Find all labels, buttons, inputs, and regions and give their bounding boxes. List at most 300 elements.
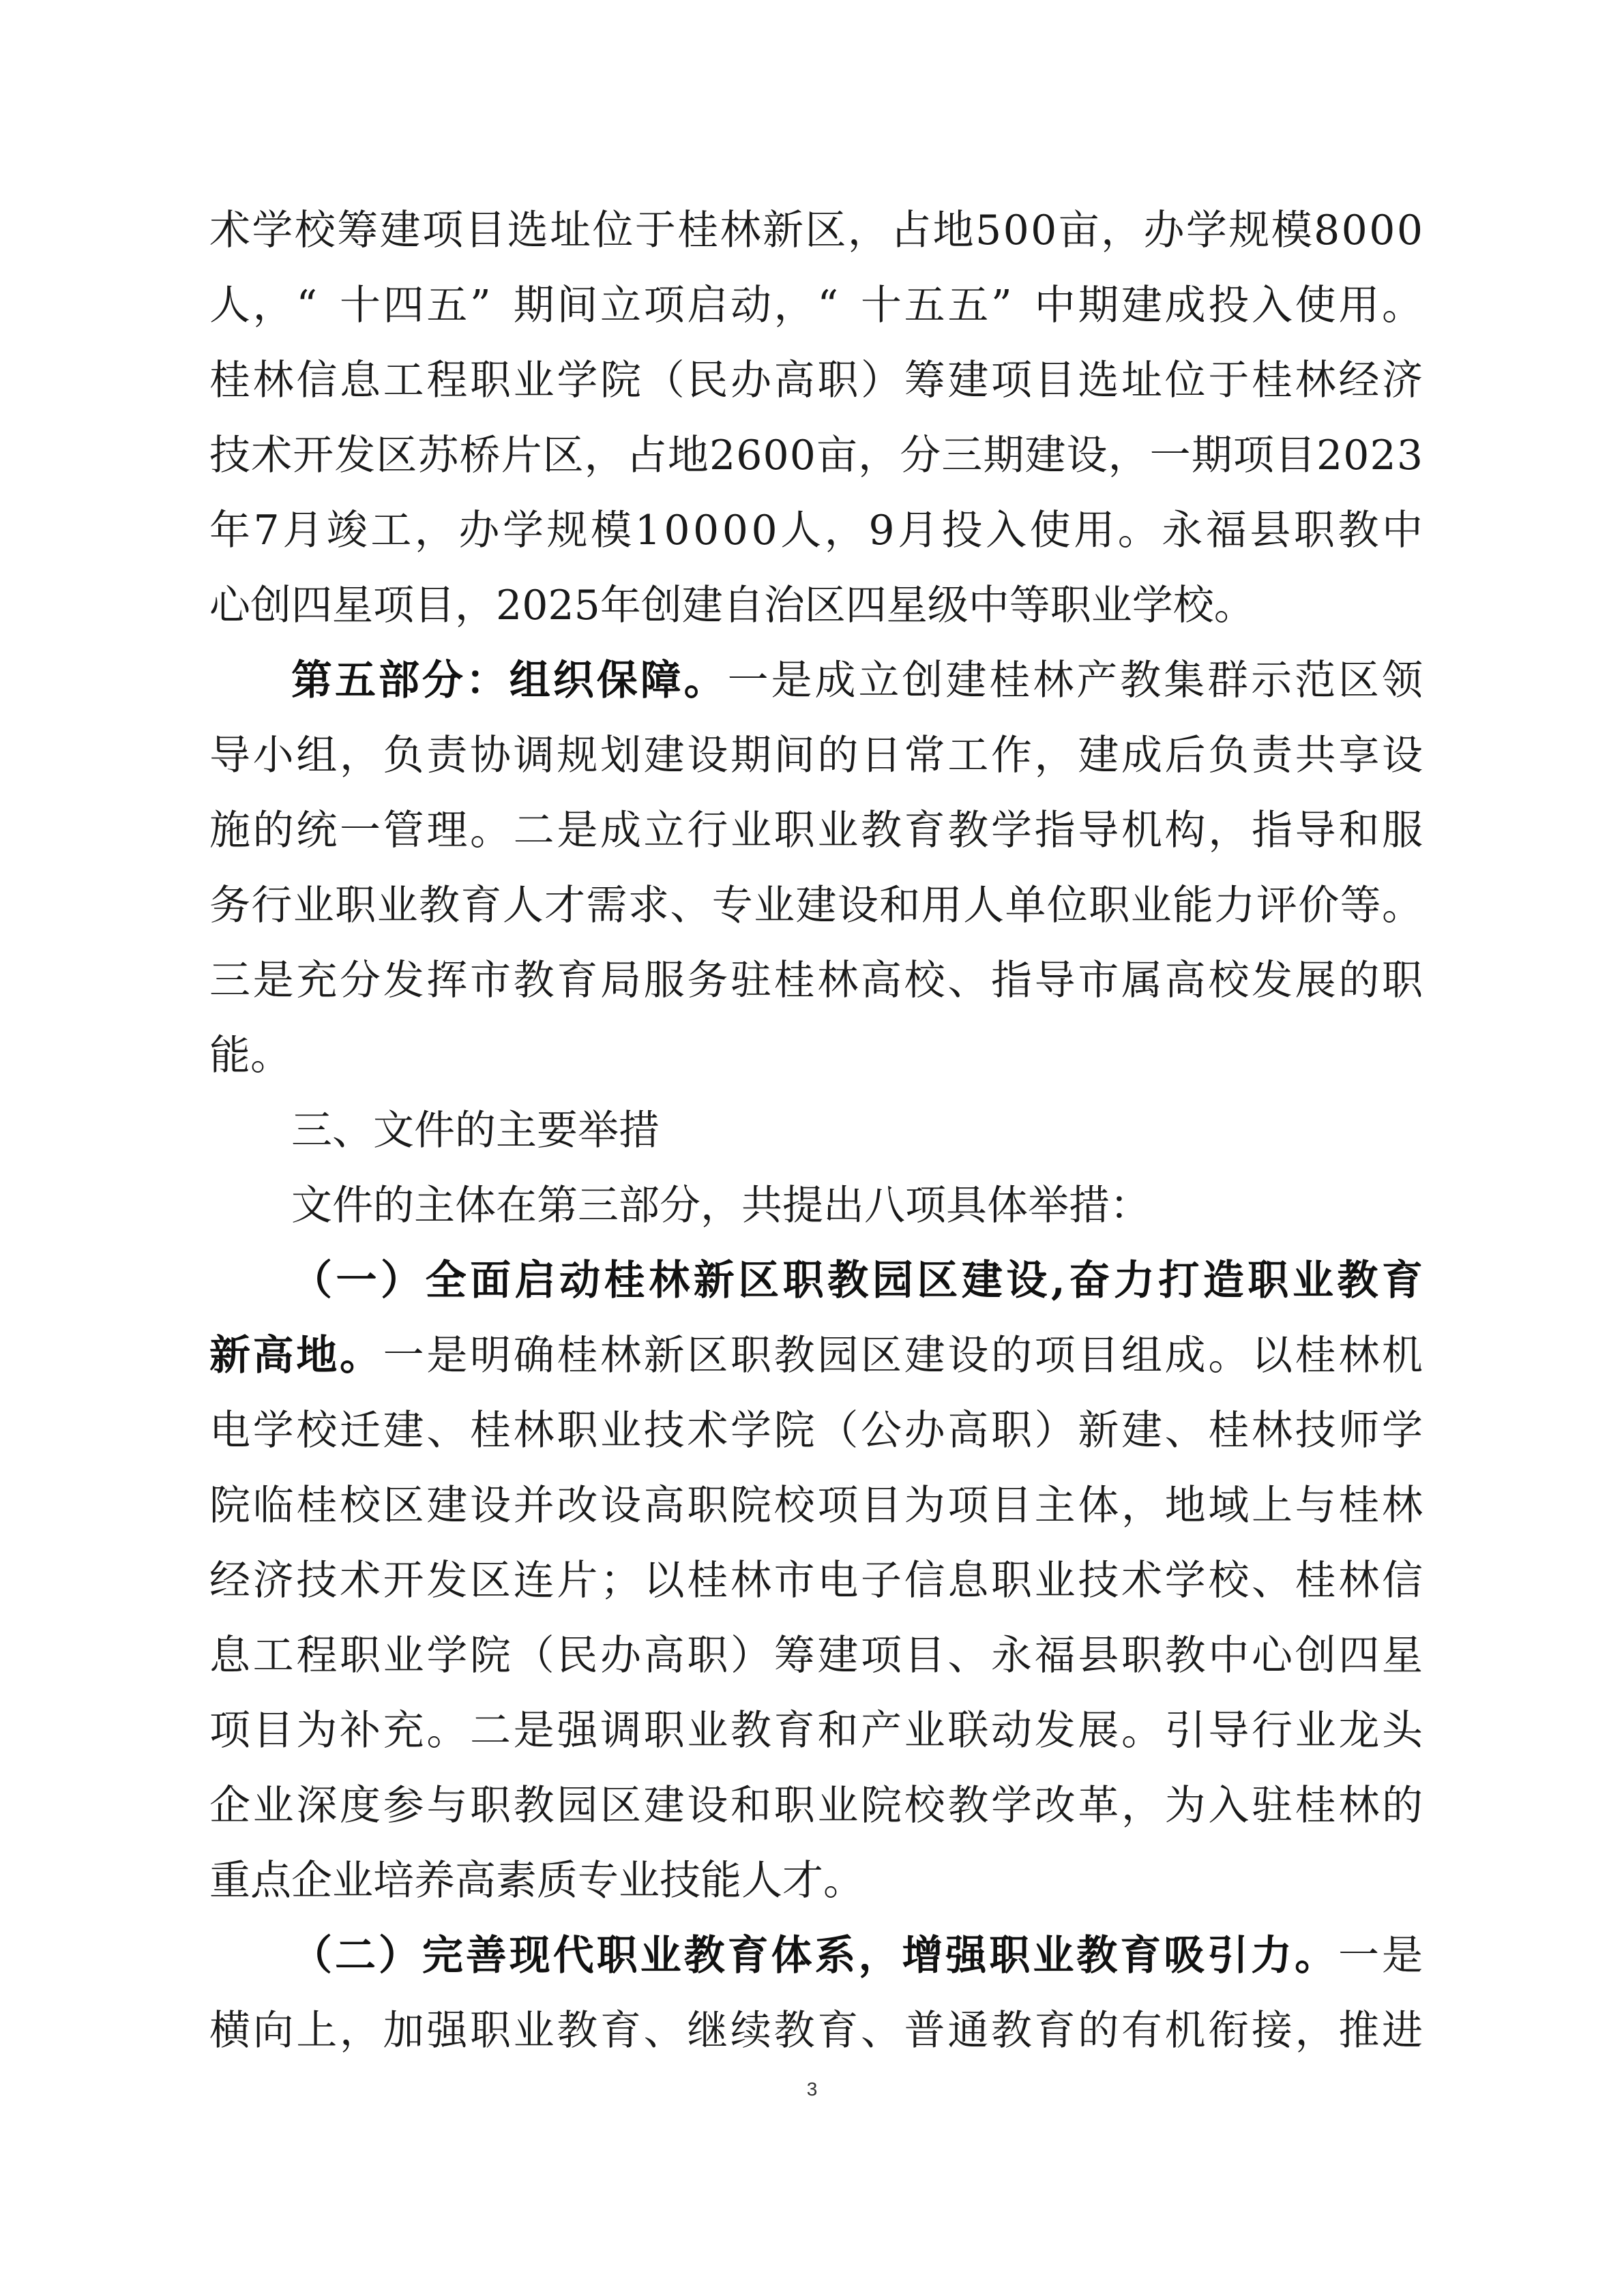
glyph: 补: [340, 1707, 381, 1755]
glyph: 示: [1251, 657, 1293, 704]
glyph: 管: [383, 807, 424, 854]
glyph: 建: [643, 1782, 685, 1830]
glyph: 林: [649, 1257, 690, 1304]
glyph: 迁: [340, 1407, 381, 1455]
glyph: 统: [296, 807, 338, 854]
glyph: 教: [1120, 657, 1162, 704]
glyph: 教: [513, 1782, 555, 1830]
glyph: （: [513, 1632, 555, 1680]
glyph: 三: [291, 1107, 332, 1154]
glyph: 目: [1078, 1332, 1119, 1380]
text-line-glyphs: [0, 1468, 1624, 1543]
glyph: 0: [1341, 207, 1368, 254]
glyph: 信: [904, 1557, 945, 1605]
glyph: 主: [496, 1107, 537, 1154]
glyph: 建: [904, 1332, 945, 1380]
glyph: 上: [296, 2007, 338, 2055]
glyph: 驻: [1252, 1782, 1293, 1830]
glyph: 龙: [1338, 1707, 1380, 1755]
glyph: 地: [1164, 1482, 1206, 1530]
glyph: 项: [643, 282, 685, 329]
glyph: 四: [291, 582, 332, 629]
glyph: 在: [496, 1182, 537, 1229]
glyph: 、: [332, 1107, 373, 1154]
glyph: 是: [557, 807, 598, 854]
glyph: 校: [1172, 582, 1214, 629]
glyph: 导: [1295, 807, 1336, 854]
glyph: 。: [1382, 282, 1423, 329]
glyph: 林: [252, 357, 294, 404]
glyph: 投: [941, 507, 983, 554]
glyph: 8: [1314, 207, 1340, 254]
glyph: 技: [1295, 1407, 1336, 1455]
text-line: [0, 1843, 1624, 1918]
glyph: 学: [252, 207, 293, 254]
glyph: 公: [861, 1407, 902, 1455]
glyph: 三: [578, 1182, 619, 1229]
glyph: 0: [664, 507, 690, 554]
glyph: 高: [947, 1407, 989, 1455]
glyph: 校: [1208, 1557, 1250, 1605]
glyph: 学: [991, 1782, 1032, 1830]
glyph: 共: [1295, 732, 1336, 779]
glyph: 市: [470, 957, 511, 1004]
glyph: 等: [1009, 582, 1050, 629]
glyph: 建: [1078, 732, 1119, 779]
glyph: 期: [513, 282, 555, 329]
glyph: 桥: [459, 432, 501, 479]
glyph: 育: [600, 2007, 641, 2055]
glyph: 建: [817, 1632, 859, 1680]
glyph: 成: [814, 657, 856, 704]
glyph: 理: [426, 807, 468, 854]
glyph: 人: [741, 1857, 782, 1905]
glyph: 级: [927, 582, 969, 629]
text-line-glyphs: [0, 868, 1624, 943]
glyph: 。: [1121, 1707, 1162, 1755]
glyph: 障: [640, 657, 681, 704]
glyph: 责: [426, 732, 468, 779]
glyph: 于: [1208, 357, 1250, 404]
glyph: ，: [773, 282, 815, 329]
glyph: 是: [771, 657, 812, 704]
glyph: 一: [727, 657, 769, 704]
glyph: ，: [824, 507, 866, 554]
glyph: 续: [730, 2007, 771, 2055]
glyph: 共: [741, 1182, 782, 1229]
glyph: 建: [1121, 1407, 1162, 1455]
glyph: 常: [904, 732, 945, 779]
glyph: 五: [947, 282, 989, 329]
glyph: 项: [861, 1632, 902, 1680]
glyph: 区: [861, 1332, 902, 1380]
glyph: 占: [890, 207, 932, 254]
glyph: 的: [817, 732, 859, 779]
glyph: 体: [1078, 1482, 1119, 1530]
glyph: 体: [455, 1182, 496, 1229]
glyph: 年: [600, 582, 641, 629]
glyph: ，: [1121, 1482, 1162, 1530]
glyph: 业: [754, 882, 795, 929]
glyph: 和: [1338, 807, 1380, 854]
glyph: 业: [293, 882, 334, 929]
text-line: [0, 193, 1624, 268]
glyph: 模: [591, 507, 632, 554]
glyph: 后: [1164, 732, 1206, 779]
glyph: 院: [861, 1782, 902, 1830]
glyph: 引: [1207, 1932, 1249, 1980]
text-line: [0, 1618, 1624, 1693]
glyph: 调: [513, 732, 555, 779]
glyph: 院: [209, 1482, 250, 1530]
glyph: 职: [1050, 582, 1091, 629]
glyph: 指: [1034, 807, 1076, 854]
glyph: 投: [1208, 282, 1250, 329]
glyph: 四: [383, 282, 424, 329]
glyph: 0: [722, 507, 748, 554]
glyph: 人: [780, 507, 822, 554]
glyph: 业: [1295, 1707, 1336, 1755]
glyph: 职: [1293, 507, 1335, 554]
glyph: 地: [296, 1332, 338, 1380]
glyph: 办: [730, 357, 771, 404]
glyph: 立: [643, 807, 685, 854]
glyph: 全: [425, 1257, 467, 1304]
glyph: 规: [1228, 207, 1270, 254]
glyph: 职: [991, 1407, 1032, 1455]
glyph: 济: [252, 1557, 294, 1605]
glyph: 进: [1382, 2007, 1423, 2055]
glyph: 目: [1274, 432, 1316, 479]
glyph: 能: [700, 1857, 741, 1905]
glyph: 。: [250, 1032, 291, 1079]
text-line: [0, 1243, 1624, 1318]
glyph: 一: [1149, 432, 1191, 479]
glyph: ，: [1121, 1782, 1162, 1830]
glyph: 、: [1164, 1407, 1206, 1455]
text-line-glyphs: [0, 718, 1624, 793]
glyph: 技: [1078, 1557, 1119, 1605]
glyph: 行: [687, 807, 728, 854]
text-line-glyphs: [0, 1318, 1624, 1393]
glyph: 导: [1034, 957, 1076, 1004]
glyph: 强: [557, 1707, 598, 1755]
glyph: ，: [847, 207, 889, 254]
glyph: 程: [426, 357, 468, 404]
glyph: 充: [383, 1707, 424, 1755]
glyph: 的: [455, 1107, 496, 1154]
text-line: [0, 568, 1624, 643]
glyph: ，: [700, 1182, 741, 1229]
glyph: 桂: [677, 207, 719, 254]
glyph: 技: [660, 1857, 700, 1905]
glyph: 件: [332, 1182, 373, 1229]
glyph: 济: [1382, 357, 1423, 404]
glyph: 筹: [773, 1632, 815, 1680]
glyph: 业: [513, 357, 555, 404]
glyph: 职: [817, 357, 859, 404]
glyph: 造: [1202, 1257, 1244, 1304]
glyph: 教: [991, 2007, 1032, 2055]
glyph: 区: [542, 432, 584, 479]
glyph: 的: [1078, 2007, 1119, 2055]
text-line-glyphs: [0, 343, 1624, 418]
glyph: 强: [426, 2007, 468, 2055]
glyph: 5: [574, 582, 600, 629]
text-line: [0, 718, 1624, 793]
text-line-glyphs: [0, 943, 1624, 1018]
glyph: ，: [1108, 432, 1149, 479]
glyph: 参: [383, 1782, 424, 1830]
text-line-glyphs: [0, 793, 1624, 868]
glyph: 建: [795, 882, 837, 929]
glyph: （: [817, 1407, 859, 1455]
glyph: 能: [209, 1032, 250, 1079]
glyph: 动: [991, 1707, 1032, 1755]
glyph: 目: [861, 1482, 902, 1530]
glyph: 创: [902, 657, 943, 704]
glyph: 星: [332, 582, 373, 629]
text-line-glyphs: [0, 1018, 1624, 1093]
glyph: 并: [513, 1482, 555, 1530]
glyph: 教: [1076, 1932, 1118, 1980]
glyph: 深: [296, 1782, 338, 1830]
text-line-glyphs: [0, 418, 1624, 493]
glyph: 主: [1034, 1482, 1076, 1530]
glyph: 项: [209, 1707, 250, 1755]
glyph: 成: [1164, 1332, 1206, 1380]
glyph: 。: [470, 807, 511, 854]
glyph: 术: [1121, 1557, 1162, 1605]
glyph: 职: [470, 1782, 511, 1830]
glyph: 提: [782, 1182, 823, 1229]
glyph: 接: [1252, 2007, 1293, 2055]
glyph: 动: [730, 282, 771, 329]
glyph: 区: [805, 207, 846, 254]
glyph: 入: [986, 507, 1027, 554]
glyph: 代: [552, 1932, 594, 1980]
glyph: 的: [991, 1332, 1032, 1380]
glyph: 、: [947, 1632, 989, 1680]
glyph: 育: [727, 1932, 769, 1980]
glyph: 片: [501, 432, 542, 479]
glyph: 分: [422, 657, 463, 704]
glyph: 入: [1208, 1782, 1250, 1830]
glyph: 、: [426, 1407, 468, 1455]
glyph: 善: [465, 1932, 507, 1980]
glyph: 3: [1396, 432, 1423, 479]
glyph: 职: [991, 1557, 1032, 1605]
text-line-glyphs: [0, 1993, 1624, 2068]
glyph: 企: [291, 1857, 332, 1905]
text-line-glyphs: [0, 1168, 1624, 1243]
glyph: 办: [1143, 207, 1185, 254]
glyph: 发: [426, 1557, 468, 1605]
glyph: 职: [643, 1707, 685, 1755]
glyph: 用: [1074, 507, 1115, 554]
glyph: 部: [378, 657, 419, 704]
glyph: 立: [858, 657, 900, 704]
glyph: 工: [370, 507, 412, 554]
text-line-glyphs: [0, 1093, 1624, 1168]
glyph: 动: [559, 1257, 601, 1304]
glyph: 地: [932, 207, 974, 254]
glyph: 校: [294, 207, 336, 254]
glyph: ）: [1034, 1407, 1076, 1455]
glyph: 期: [730, 732, 771, 779]
glyph: ）: [378, 1932, 419, 1980]
glyph: 林: [817, 957, 859, 1004]
glyph: 0: [693, 507, 720, 554]
glyph: 业: [817, 807, 859, 854]
glyph: 有: [1121, 2007, 1162, 2055]
glyph: 区: [1338, 657, 1380, 704]
glyph: 展: [1295, 957, 1336, 1004]
glyph: 发: [383, 957, 424, 1004]
glyph: 期: [1191, 432, 1232, 479]
text-line: [0, 793, 1624, 868]
glyph: 桂: [773, 957, 815, 1004]
glyph: 。: [823, 1857, 864, 1905]
glyph: 高: [643, 1632, 685, 1680]
glyph: 2: [709, 432, 736, 479]
glyph: 0: [522, 582, 548, 629]
glyph: 学: [730, 1407, 771, 1455]
glyph: 区: [804, 582, 846, 629]
glyph: 学: [1382, 1407, 1423, 1455]
glyph: 具: [946, 1182, 987, 1229]
glyph: 育: [1120, 1932, 1162, 1980]
text-line: [0, 643, 1624, 718]
glyph: 建: [1121, 282, 1162, 329]
glyph: 中: [1208, 1632, 1250, 1680]
glyph: 项: [1034, 1332, 1076, 1380]
glyph: 改: [557, 1482, 598, 1530]
glyph: 间: [773, 732, 815, 779]
glyph: 开: [383, 1557, 424, 1605]
glyph: 新: [643, 1332, 685, 1380]
glyph: 专: [578, 1857, 619, 1905]
glyph: 五: [904, 282, 945, 329]
glyph: 新: [763, 207, 804, 254]
glyph: 发: [334, 432, 376, 479]
glyph: 措: [619, 1107, 660, 1154]
glyph: 和: [879, 882, 921, 929]
glyph: 区: [738, 1257, 780, 1304]
glyph: 位: [1046, 882, 1088, 929]
glyph: 体: [987, 1182, 1028, 1229]
glyph: 分: [900, 432, 941, 479]
glyph: 建: [383, 1407, 424, 1455]
glyph: 桂: [209, 357, 250, 404]
glyph: 教: [861, 807, 902, 854]
glyph: 成: [1121, 732, 1162, 779]
glyph: 心: [1252, 1632, 1293, 1680]
glyph: 体: [771, 1932, 812, 1980]
glyph: 学: [1132, 582, 1173, 629]
glyph: 部: [619, 1182, 660, 1229]
glyph: 桂: [1208, 1407, 1250, 1455]
glyph: 吸: [1164, 1932, 1205, 1980]
glyph: 经: [1338, 357, 1380, 404]
glyph: 信: [1382, 1557, 1423, 1605]
glyph: 项: [373, 582, 414, 629]
page-number: 3: [806, 2078, 818, 2100]
glyph: 程: [296, 1632, 338, 1680]
glyph: 驻: [730, 957, 771, 1004]
glyph: 组: [1121, 1332, 1162, 1380]
glyph: 入: [1252, 282, 1293, 329]
glyph: 高: [643, 1482, 685, 1530]
glyph: 导: [1208, 1707, 1250, 1755]
glyph: 建: [1024, 432, 1066, 479]
glyph: 0: [1343, 432, 1370, 479]
glyph: 教: [418, 882, 460, 929]
glyph: 业: [640, 1932, 681, 1980]
glyph: 第: [291, 657, 332, 704]
glyph: 亩: [1058, 207, 1099, 254]
glyph: 设: [687, 732, 728, 779]
glyph: 划: [600, 732, 641, 779]
glyph: 机: [1121, 807, 1162, 854]
glyph: 人: [502, 882, 544, 929]
glyph: 以: [1252, 1332, 1293, 1380]
text-line: [0, 943, 1624, 1018]
text-line: [0, 1918, 1624, 1993]
glyph: 育: [904, 807, 945, 854]
glyph: 连: [513, 1557, 555, 1605]
glyph: 普: [904, 2007, 945, 2055]
glyph: 衔: [1208, 2007, 1250, 2055]
glyph: 园: [817, 1332, 859, 1380]
glyph: 打: [1158, 1257, 1200, 1304]
glyph: 期: [1078, 282, 1119, 329]
glyph: 确: [513, 1332, 555, 1380]
glyph: 育: [817, 2007, 859, 2055]
glyph: 面: [470, 1257, 512, 1304]
glyph: ，: [414, 507, 456, 554]
glyph: 星: [1382, 1632, 1423, 1680]
glyph: 质: [537, 1857, 578, 1905]
glyph: 度: [340, 1782, 381, 1830]
glyph: 。: [683, 657, 725, 704]
glyph: 育: [1382, 1257, 1423, 1304]
text-line-glyphs: [0, 1618, 1624, 1693]
glyph: 措: [1069, 1182, 1110, 1229]
glyph: 院: [470, 1632, 511, 1680]
glyph: 改: [1034, 1782, 1076, 1830]
glyph: 项: [422, 207, 463, 254]
text-line: [0, 1393, 1624, 1468]
glyph: 协: [470, 732, 511, 779]
glyph: 月: [898, 507, 939, 554]
glyph: 机: [1382, 1332, 1423, 1380]
glyph: 新: [693, 1257, 735, 1304]
glyph: ，: [252, 282, 294, 329]
glyph: 产: [1076, 657, 1118, 704]
glyph: 主: [414, 1182, 455, 1229]
glyph: 群: [1207, 657, 1249, 704]
glyph: 域: [1208, 1482, 1250, 1530]
glyph: 力: [1113, 1257, 1155, 1304]
glyph: 养: [414, 1857, 455, 1905]
glyph: 业: [600, 1407, 641, 1455]
glyph: 区: [600, 1782, 641, 1830]
text-line-glyphs: [0, 1768, 1624, 1843]
glyph: 民: [557, 1632, 598, 1680]
glyph: 、: [643, 2007, 685, 2055]
glyph: 目: [252, 1707, 294, 1755]
